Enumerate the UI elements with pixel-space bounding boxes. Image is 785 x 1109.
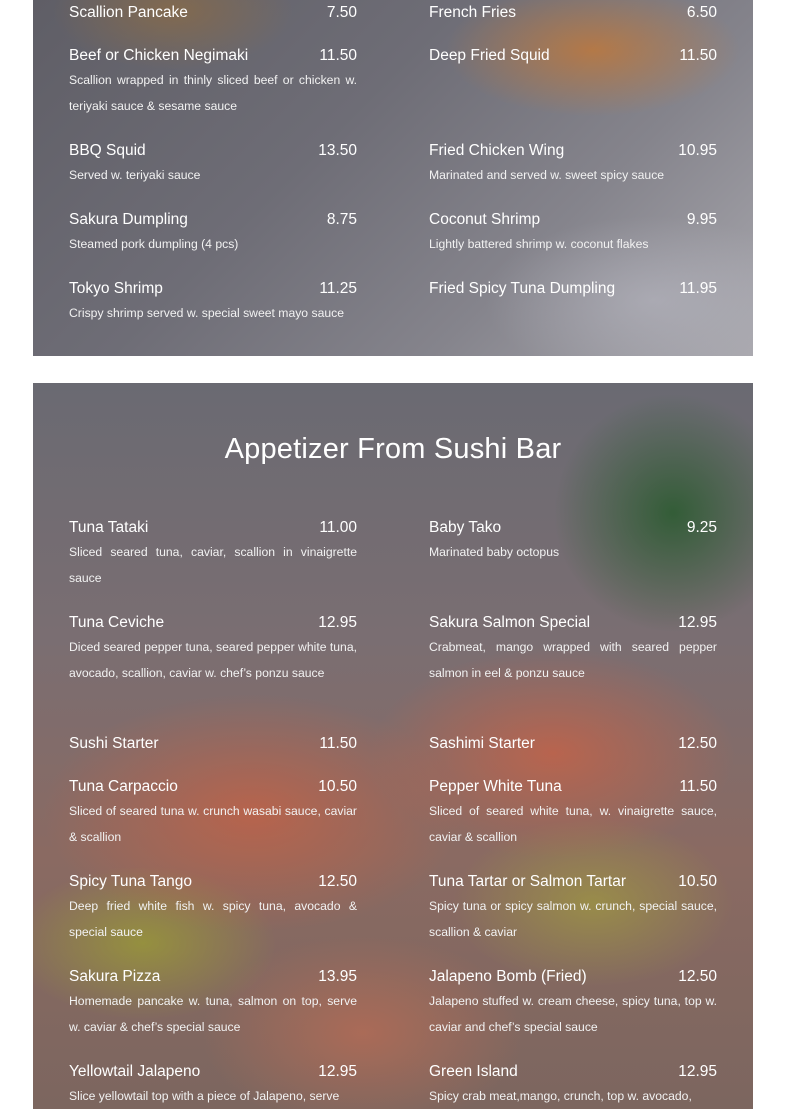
menu-item: [429, 517, 717, 565]
item-description: Marinated baby octopus: [429, 545, 560, 559]
item-name: Green Island: [429, 1063, 518, 1080]
menu-item: [429, 45, 717, 67]
item-name: Tuna Tartar or Salmon Tartar: [429, 873, 626, 890]
menu-item: [69, 517, 357, 591]
item-price: 13.95: [318, 968, 357, 985]
menu-item: [69, 871, 357, 945]
item-price: 11.50: [319, 47, 357, 64]
menu-item: [429, 2, 717, 24]
item-name: Fried Chicken Wing: [429, 142, 565, 159]
item-price: 10.50: [318, 778, 357, 795]
item-price: 12.95: [318, 614, 357, 631]
item-name: Coconut Shrimp: [429, 211, 541, 228]
item-description: Slice yellowtail top with a piece of Jalapeno, serve: [69, 1089, 340, 1103]
item-description: Deep fried white fish w. spicy tuna, avocado & special sauce: [69, 899, 357, 939]
menu-item: [69, 1061, 357, 1109]
item-description: Sliced of seared tuna w. crunch wasabi sauce, caviar & scallion: [69, 804, 357, 844]
menu-item: [69, 140, 357, 188]
item-name: Spicy Tuna Tango: [69, 873, 192, 890]
item-name: Yellowtail Jalapeno: [69, 1063, 201, 1080]
item-name: Sakura Salmon Special: [429, 614, 591, 631]
item-name: Sushi Starter: [69, 735, 159, 752]
item-price: 11.50: [679, 47, 717, 64]
menu-item: [69, 209, 357, 257]
item-description: Crispy shrimp served w. special sweet mayo sauce: [69, 306, 344, 320]
item-name: Pepper White Tuna: [429, 778, 562, 795]
item-name: Deep Fried Squid: [429, 47, 550, 64]
item-name: Sakura Pizza: [69, 968, 161, 985]
item-name: Tuna Tataki: [69, 519, 149, 536]
item-description: Sliced seared tuna, caviar, scallion in vinaigrette sauce: [69, 545, 357, 585]
menu-item: [69, 2, 357, 24]
item-price: 11.50: [319, 735, 357, 752]
menu-item: [429, 966, 717, 1040]
menu-item: [69, 612, 357, 686]
item-description: Scallion wrapped in thinly sliced beef or chicken w. teriyaki sauce & sesame sauce: [69, 73, 357, 113]
appetizer-sushi-bar-section: [33, 383, 753, 1109]
menu-item: [69, 45, 357, 119]
menu-item: [69, 966, 357, 1040]
item-name: Baby Tako: [429, 519, 502, 536]
item-price: 11.95: [679, 280, 717, 297]
item-name: Tuna Carpaccio: [69, 778, 178, 795]
item-price: 12.50: [678, 968, 717, 985]
item-price: 12.95: [678, 614, 717, 631]
item-price: 13.50: [318, 142, 357, 159]
item-price: 7.50: [326, 4, 357, 21]
menu-item: [429, 278, 717, 300]
item-description: Steamed pork dumpling (4 pcs): [69, 237, 239, 251]
item-description: Sliced of seared white tuna, w. vinaigrette sauce, caviar & scallion: [429, 804, 717, 844]
item-price: 11.50: [679, 778, 717, 795]
item-name: Sakura Dumpling: [69, 211, 188, 228]
menu-item: [69, 733, 357, 755]
item-name: Jalapeno Bomb (Fried): [429, 968, 587, 985]
item-name: Beef or Chicken Negimaki: [69, 47, 249, 64]
appetizer-kitchen-section: [33, 0, 753, 356]
item-name: Scallion Pancake: [69, 4, 188, 21]
item-name: French Fries: [429, 4, 516, 21]
menu-item: [69, 278, 357, 326]
item-price: 10.50: [678, 873, 717, 890]
item-price: 8.75: [326, 211, 357, 228]
item-name: Tokyo Shrimp: [69, 280, 163, 297]
item-price: 12.95: [678, 1063, 717, 1080]
item-description: Diced seared pepper tuna, seared pepper white tuna, avocado, scallion, caviar w. chef’s ponzu sauce: [69, 640, 357, 680]
item-price: 9.95: [686, 211, 717, 228]
item-name: Tuna Ceviche: [69, 614, 165, 631]
menu-item: [429, 871, 717, 945]
item-description: Spicy crab meat,mango, crunch, top w. avocado,: [429, 1089, 692, 1103]
item-price: 12.50: [678, 735, 717, 752]
menu-item: [69, 776, 357, 850]
item-description: Lightly battered shrimp w. coconut flakes: [429, 237, 649, 251]
item-price: 6.50: [686, 4, 717, 21]
item-name: BBQ Squid: [69, 142, 146, 159]
item-name: Sashimi Starter: [429, 735, 535, 752]
item-description: Served w. teriyaki sauce: [69, 168, 201, 182]
menu-item: [429, 776, 717, 850]
menu-item: [429, 209, 717, 257]
item-description: Spicy tuna or spicy salmon w. crunch, special sauce, scallion & caviar: [429, 899, 717, 939]
item-price: 11.00: [319, 519, 357, 536]
item-description: Homemade pancake w. tuna, salmon on top, serve w. caviar & chef’s special sauce: [69, 994, 357, 1034]
item-description: Marinated and served w. sweet spicy sauce: [429, 168, 665, 182]
item-name: Fried Spicy Tuna Dumpling: [429, 280, 616, 297]
item-price: 12.95: [318, 1063, 357, 1080]
menu-item: [429, 140, 717, 188]
section-title: Appetizer From Sushi Bar: [224, 433, 562, 465]
item-price: 10.95: [678, 142, 717, 159]
menu-item: [429, 1061, 717, 1109]
menu-item: [429, 612, 717, 686]
item-description: Jalapeno stuffed w. cream cheese, spicy tuna, top w. caviar and chef’s special sauce: [429, 994, 717, 1034]
item-description: Crabmeat, mango wrapped with seared pepper salmon in eel & ponzu sauce: [429, 640, 717, 680]
menu-item: [429, 733, 717, 755]
item-price: 11.25: [319, 280, 357, 297]
item-price: 9.25: [686, 519, 717, 536]
item-price: 12.50: [318, 873, 357, 890]
